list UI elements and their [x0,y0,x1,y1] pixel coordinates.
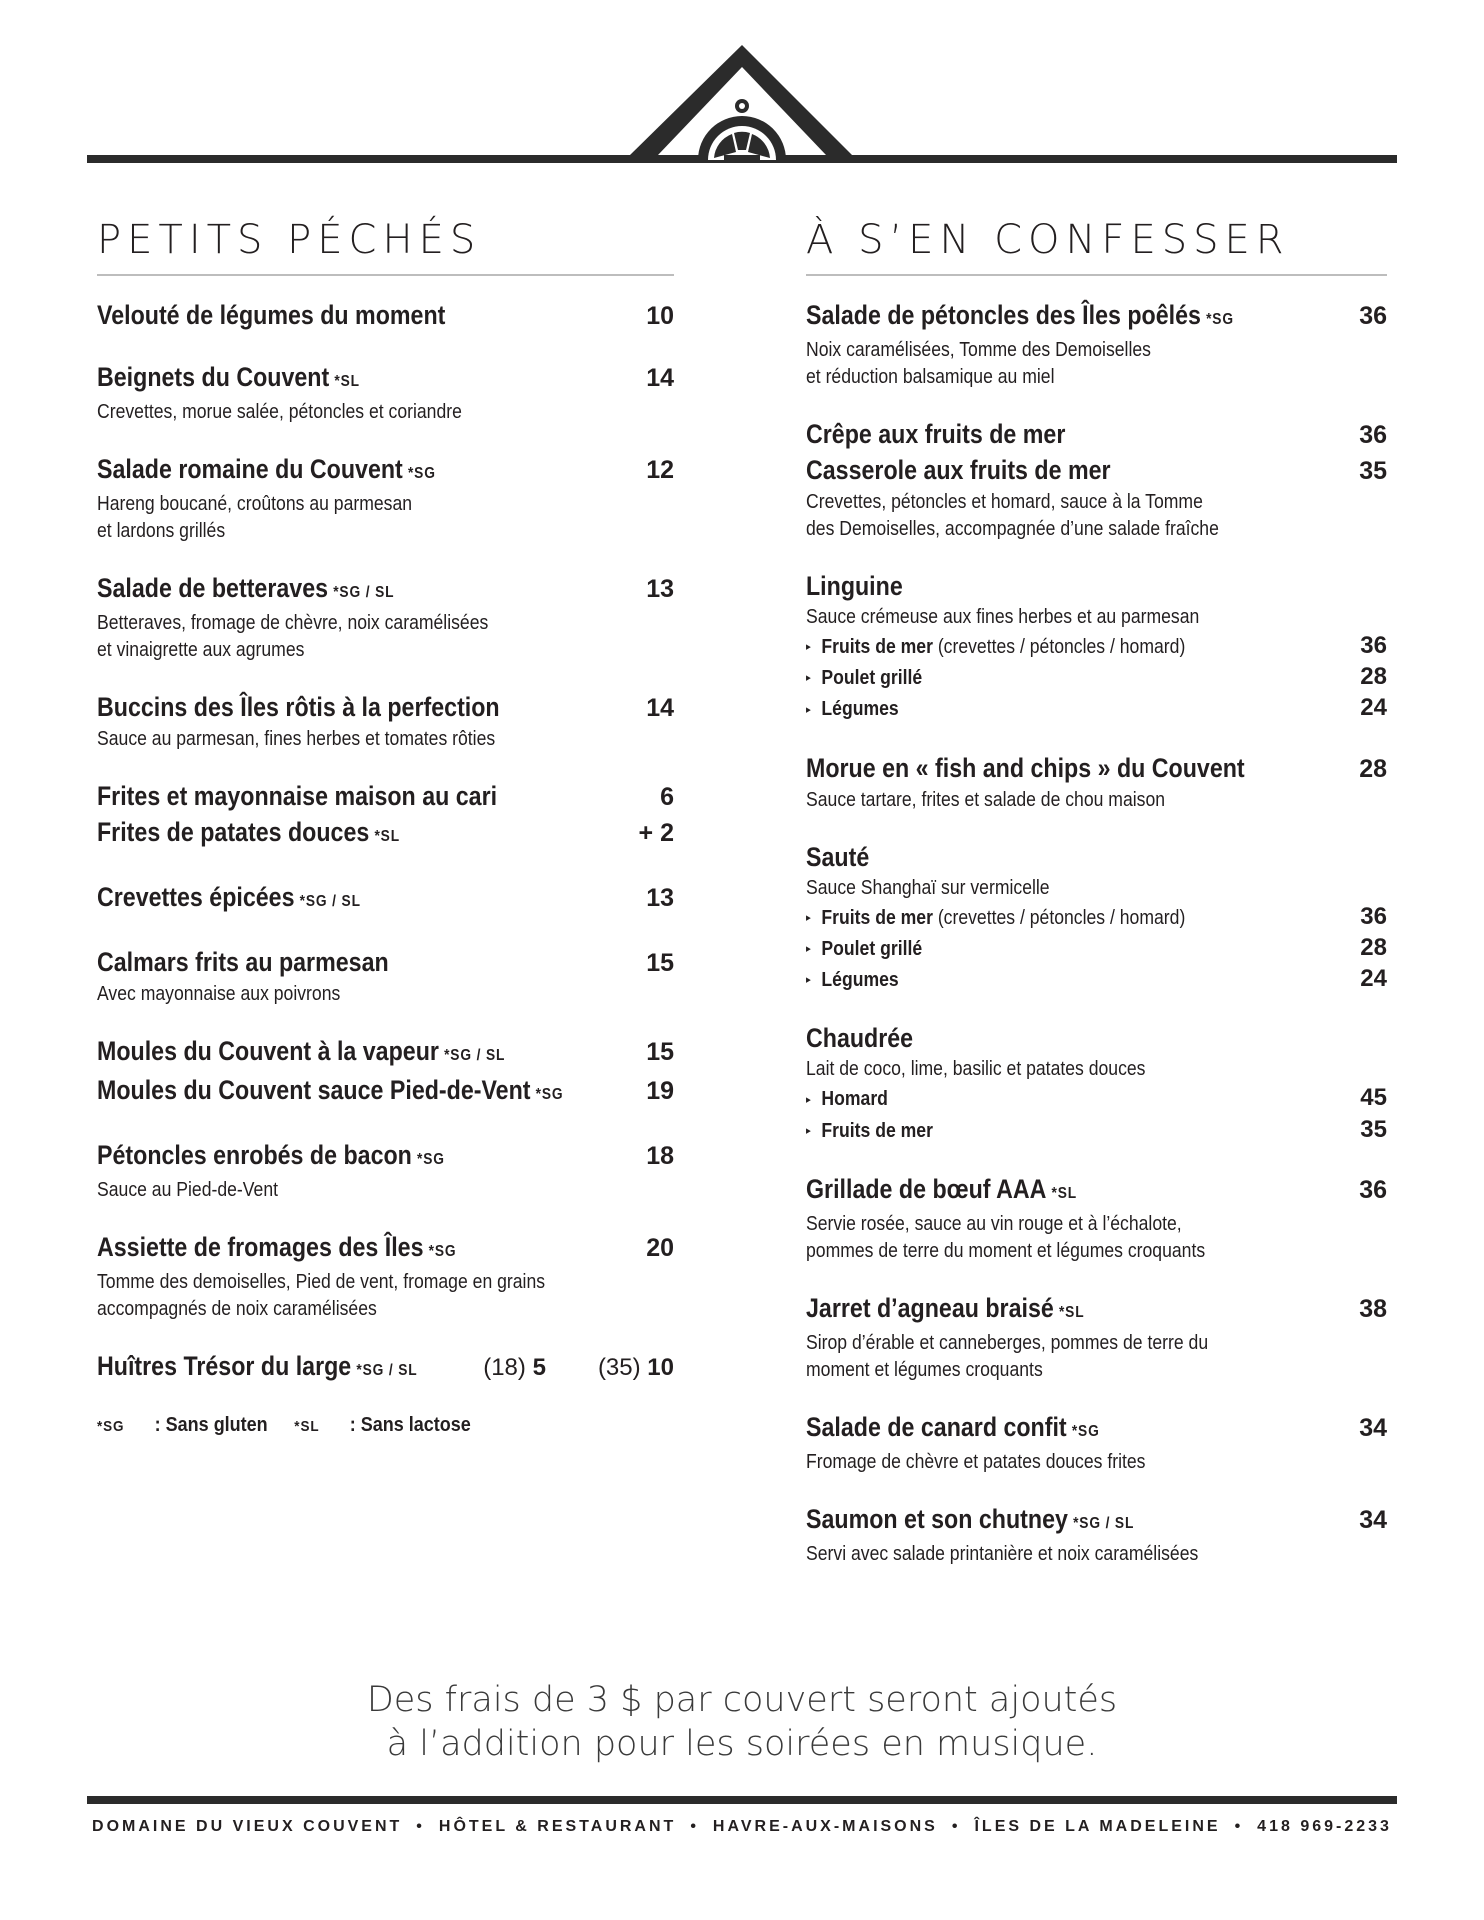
footer-type: HÔTEL & RESTAURANT [438,1818,677,1835]
menu-item [97,1138,674,1204]
item-price: 19 [646,1077,674,1105]
item-name: Morue en « fish and chips » du Couvent [806,752,1245,783]
item-title [97,880,361,919]
item-row [806,751,1387,787]
item-description: Lait de coco, lime, basilic et patates douces [806,1058,1146,1081]
item-name: Saumon et son chutney [806,1503,1068,1534]
item-name: Beignets du Couvent [97,362,330,392]
item-title [806,1021,913,1056]
item-description: Betteraves, fromage de chèvre, noix caramélisées [97,612,489,634]
diet-tag: *SG / SL [1073,1514,1135,1532]
item-row [806,1021,1387,1056]
item-description: Hareng boucané, croûtons au parmesan [97,493,413,515]
item-row [97,945,674,981]
item-row [97,1138,674,1177]
menu-item [806,298,1387,391]
right-menu-list [806,298,1387,1568]
oyster-qty-large: (35) [597,1354,641,1381]
item-description: Tomme des demoiselles, Pied de vent, fromage en grains [97,1271,546,1293]
item-row [97,779,674,815]
item-row [806,453,1387,489]
diet-tag: *SG [1206,311,1234,328]
item-description: accompagnés de noix caramélisées [97,1298,377,1320]
sub-option-name: Légumes [821,698,899,721]
legend-sl-text: : Sans lactose [349,1414,471,1436]
item-name: Crêpe aux fruits de mer [806,419,1066,449]
sub-option-price: 36 [1360,902,1387,930]
menu-item [97,880,674,919]
item-price: 20 [646,1234,674,1262]
menu-item [806,1291,1387,1384]
oyster-price-large: 10 [647,1354,674,1381]
item-row [806,840,1387,875]
oyster-price-small: 5 [532,1354,546,1381]
sub-option [806,631,1387,662]
item-row [97,298,674,334]
sub-option-name: Poulet grillé [821,667,923,690]
sub-option [806,933,1387,964]
section-title-a-sen-confesser: À S’EN CONFESSER [806,217,1290,263]
item-title [97,1073,563,1112]
item-title [806,417,1065,452]
item-description: Sauce au Pied-de-Vent [97,1179,279,1201]
menu-item [806,1172,1387,1265]
item-description: Servi avec salade printanière et noix caramélisées [806,1542,1199,1565]
item-row [97,360,674,399]
bullet-icon: ▸ [806,1093,811,1106]
item-price: 13 [646,884,674,912]
item-row [97,452,674,491]
menu-item [806,1502,1387,1568]
oyster-prices [483,1350,674,1385]
item-row [806,417,1387,453]
item-title [97,1034,505,1073]
menu-item [97,1230,674,1323]
sub-option-name: Légumes [821,969,899,992]
right-column [806,210,1387,1594]
section-title-petits-peches: PETITS PÉCHÉS [97,217,482,263]
item-name: Frites et mayonnaise maison au cari [97,781,498,811]
sub-option-label [806,664,922,693]
sub-option-label [806,966,899,995]
item-title [97,945,389,980]
sub-option-note: (crevettes / pétoncles / homard) [937,906,1186,929]
sub-option-name: Fruits de mer [821,1119,933,1142]
item-price: 36 [1359,421,1387,449]
item-title [806,453,1111,488]
item-name: Grillade de bœuf AAA [806,1173,1047,1204]
sub-option-label [806,633,1185,662]
item-title [97,815,400,854]
diet-tag: *SG [535,1086,564,1103]
menu-item [806,1021,1387,1145]
item-name: Assiette de fromages des Îles [97,1232,424,1262]
item-name: Moules du Couvent à la vapeur [97,1036,439,1066]
menu-item [97,690,674,753]
item-description: et lardons grillés [97,520,226,542]
item-row [97,880,674,919]
menu-item [97,298,674,334]
bullet-icon: ▸ [806,641,811,654]
item-name: Salade de betteraves [97,573,329,603]
item-name: Velouté de légumes du moment [97,300,446,330]
item-name: Calmars frits au parmesan [97,947,389,977]
sub-option-price: 28 [1360,663,1387,691]
footer-town: HAVRE-AUX-MAISONS [712,1818,938,1835]
item-price: 36 [1359,302,1387,330]
item-title [806,1410,1100,1449]
bullet-icon: ▸ [806,672,811,685]
item-name: Moules du Couvent sauce Pied-de-Vent [97,1075,531,1105]
item-row [97,571,674,610]
sub-option-price: 24 [1360,694,1387,722]
sub-option-label [806,1117,933,1146]
item-price: 36 [1359,1175,1387,1204]
oyster-qty-small: (18) [483,1354,526,1381]
sub-option [806,662,1387,693]
diet-tag: *SG [417,1151,445,1168]
item-price: 38 [1359,1294,1387,1323]
item-row [97,1230,674,1269]
legend-sg-text: : Sans gluten [154,1414,268,1436]
item-title [97,690,500,725]
item-row [97,690,674,726]
menu-item [97,779,674,854]
music-fee-notice [0,1678,1484,1766]
sub-option-label [806,695,899,724]
item-name: Crevettes épicées [97,882,295,912]
left-column [97,210,674,1437]
item-description: Sauce au parmesan, fines herbes et tomates rôties [97,728,496,750]
sub-option-label [806,904,1185,933]
legend-sl-tag: *SL [294,1418,320,1435]
footer-establishment: DOMAINE DU VIEUX COUVENT [92,1818,403,1835]
item-title [97,571,394,610]
footer-divider [87,1796,1397,1804]
item-price: 35 [1359,457,1387,485]
menu-item-oysters [97,1349,674,1388]
item-description: Sirop d’érable et canneberges, pommes de terre du [806,1331,1209,1354]
menu-item [97,360,674,426]
diet-tag: *SG / SL [356,1362,418,1379]
item-name: Pétoncles enrobés de bacon [97,1140,412,1170]
item-name: Buccins des Îles rôtis à la perfection [97,692,500,722]
diet-tag: *SL [1051,1184,1078,1202]
diet-tag: *SL [1058,1303,1085,1321]
sub-option-name: Homard [821,1088,888,1111]
item-row [806,1291,1387,1330]
item-row [806,1410,1387,1449]
item-price: + 2 [638,819,674,847]
item-row [806,1172,1387,1211]
footer-phone[interactable]: 418 969-2233 [1257,1818,1392,1835]
item-description: et réduction balsamique au miel [806,366,1055,388]
sub-option [806,1115,1387,1146]
diet-tag: *SG [428,1243,457,1260]
section-divider [97,274,674,276]
diet-tag: *SG [407,465,436,482]
item-price: 28 [1359,754,1387,783]
sub-option [806,1083,1387,1114]
section-divider [806,274,1387,276]
item-description: Sauce Shanghaï sur vermicelle [806,876,1050,899]
item-title [806,840,869,875]
item-price: 34 [1359,1413,1387,1442]
bullet-icon: ▸ [806,911,811,924]
item-name: Casserole aux fruits de mer [806,455,1111,485]
item-price: 10 [646,302,674,330]
item-row [97,815,674,854]
item-title [97,779,497,814]
menu-item [806,569,1387,725]
notice-line: Des frais de 3 $ par couvert seront ajoutés [366,1680,1118,1720]
item-description: Sauce crémeuse aux fines herbes et au parmesan [806,606,1200,628]
item-price: 14 [646,694,674,722]
roof-window-icon [0,0,1484,175]
sub-option-name: Fruits de mer [821,636,933,658]
item-price: 12 [646,456,674,484]
item-row [97,1073,674,1112]
item-description: Servie rosée, sauce au vin rouge et à l’échalote, [806,1212,1182,1235]
item-title [806,298,1234,337]
item-name: Salade romaine du Couvent [97,454,403,484]
item-name: Salade de canard confit [806,1411,1067,1442]
item-description: Avec mayonnaise aux poivrons [97,983,341,1005]
item-title [97,360,360,399]
diet-tag: *SL [334,373,360,390]
item-price: 34 [1359,1505,1387,1534]
menu-item [806,417,1387,543]
item-description: pommes de terre du moment et légumes croquants [806,1239,1206,1262]
menu-item [806,1410,1387,1476]
sub-option-price: 24 [1360,965,1387,993]
menu-item [97,571,674,664]
item-price: 13 [646,575,674,603]
sub-option-name: Poulet grillé [821,937,923,960]
item-price: 15 [646,1038,674,1066]
sub-option [806,693,1387,724]
sub-option [806,964,1387,995]
item-name: Salade de pétoncles des Îles poêlés [806,300,1201,330]
item-title [806,751,1245,786]
menu-item [97,452,674,545]
diet-tag: *SL [374,828,400,845]
item-title [97,1230,456,1269]
sub-option-price: 35 [1360,1115,1387,1143]
item-row [806,1502,1387,1541]
bullet-icon: ▸ [806,943,811,956]
item-description: Crevettes, morue salée, pétoncles et coriandre [97,401,462,423]
item-title [806,1172,1077,1211]
sub-option-price: 45 [1360,1084,1387,1112]
sub-option-label [806,1085,888,1114]
item-price: 15 [646,949,674,977]
item-name: Huîtres Trésor du large [97,1351,352,1381]
item-title [97,452,436,491]
item-description: et vinaigrette aux agrumes [97,639,305,661]
item-description: moment et légumes croquants [806,1358,1043,1381]
diet-tag: *SG / SL [333,584,395,601]
sub-option-price: 36 [1360,632,1387,659]
item-title [806,1502,1134,1541]
item-name: Jarret d’agneau braisé [806,1292,1054,1323]
sub-option-price: 28 [1360,933,1387,961]
legend-sg-tag: *SG [97,1418,125,1435]
item-name: Chaudrée [806,1023,914,1054]
item-name: Sauté [806,841,870,872]
footer-region: ÎLES DE LA MADELEINE [974,1818,1221,1835]
footer-contact: DOMAINE DU VIEUX COUVENT • HÔTEL & RESTAURANT • HAVRE-AUX-MAISONS • ÎLES DE LA MADELEINE • 418 969-2233 [92,1818,1392,1835]
bullet-icon: ▸ [806,1124,811,1137]
menu-item [806,840,1387,996]
item-price: 6 [660,783,674,811]
bullet-icon: ▸ [806,703,811,716]
diet-tag: *SG / SL [299,893,361,910]
bullet-icon: ▸ [806,974,811,987]
item-name: Frites de patates douces [97,817,370,847]
item-description: des Demoiselles, accompagnée d’une salade fraîche [806,518,1219,540]
sub-option-note: (crevettes / pétoncles / homard) [937,636,1186,658]
item-row [806,569,1387,604]
item-description: Noix caramélisées, Tomme des Demoiselles [806,339,1151,361]
menu-item [806,751,1387,814]
item-title [97,1138,445,1177]
diet-legend [97,1414,616,1437]
diet-tag: *SG [1071,1422,1100,1440]
item-price: 18 [646,1142,674,1170]
sub-option [806,902,1387,933]
item-price: 14 [646,364,674,392]
notice-line: à l’addition pour les soirées en musique. [386,1724,1098,1764]
sub-option-label [806,935,922,964]
left-menu-list [97,298,674,1323]
item-description: Fromage de chèvre et patates douces frites [806,1450,1146,1473]
item-description: Crevettes, pétoncles et homard, sauce à la Tomme [806,491,1203,513]
item-title [97,298,445,333]
diet-tag: *SG / SL [444,1047,506,1064]
item-title [806,569,903,604]
menu-item [97,1034,674,1112]
item-description: Sauce tartare, frites et salade de chou maison [806,788,1166,811]
item-name: Linguine [806,571,903,601]
item-row [806,298,1387,337]
item-title [806,1291,1084,1330]
menu-item [97,945,674,1008]
item-row [97,1034,674,1073]
sub-option-name: Fruits de mer [821,906,933,929]
